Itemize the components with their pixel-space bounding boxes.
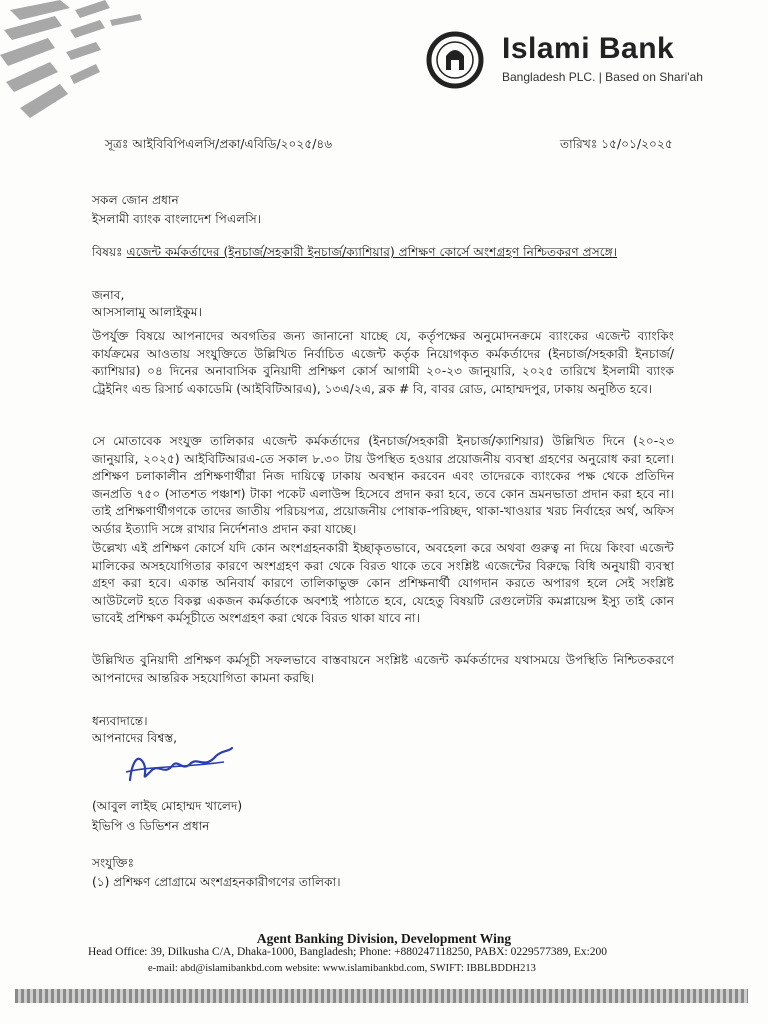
footer-decorative-bar: [15, 989, 748, 1003]
letter-date: তারিখঃ ১৫/০১/২০২৫: [560, 137, 673, 151]
body-paragraph-3: [92, 540, 674, 628]
body-paragraph-4: [92, 652, 674, 687]
reference-number: সূত্রঃ আইবিবিপিএলসি/প্রকা/এবিডি/২০২৫/৪৬: [105, 137, 333, 151]
recipient-line-2: ইসলামী ব্যাংক বাংলাদেশ পিএলসি।: [92, 212, 262, 226]
closing-line-2: আপনাদের বিশ্বস্ত,: [92, 731, 178, 745]
corner-decoration-graphic: [0, 0, 150, 120]
body-paragraph-1: [92, 328, 674, 398]
bank-name: Islami Bank: [502, 32, 675, 65]
subject-line: [92, 244, 617, 262]
closing-line-1: ধন্যবাদান্তে।: [92, 714, 148, 728]
paragraph-text: উল্লেখ্য এই প্রশিক্ষণ কোর্সে যদি কোন অংশগ্রহনকারী ইচ্ছাকৃতভাবে, অবহেলা করে অথবা গুরুত্ব না দিয়ে কিংবা এজেন্ট মালিকের অসহযোগিতার কারণে অংশগ্রহণ করা থেকে বিরত থাকে তবে সংশ্লিষ্ট এজেন্টের বিরুদ্ধে বিধি অনুযায়ী ব্যবস্থা গ্রহণ করা হবে। একান্ত অনিবার্য কারণে তালিকাভুক্ত কোন প্রশিক্ষনার্থী যোগদান করতে অপারগ হলে সেই সংশ্লিষ্ট আউটলেট হতে বিকল্প একজন কর্মকর্তাকে অবশ্যই পাঠাতে হবে, যেহেতু বিষয়টি রেগুলেটরি কমপ্লায়েন্স ইস্যু তাই কোন ভাবেই প্রশিক্ষণ কর্মসূচীতে অংশগ্রহণ করা থেকে বিরত থাকা যাবে না।: [92, 541, 674, 625]
paragraph-text: উপর্যুক্ত বিষয়ে আপনাদের অবগতির জন্য জানানো যাচ্ছে যে, কর্তৃপক্ষের অনুমোদনক্রমে ব্যাংকের এজেন্ট ব্যাংকিং কার্যক্রমের আওতায় সংযুক্তিতে উল্লিখিত নির্বাচিত এজেন্ট কর্তৃক নিয়োগকৃত কর্মকর্তাদের (ইনচার্জ/সহকারী ইনচার্জ/ক্যাশিয়ার) ০৪ দিনের অনাবাসিক বুনিয়াদী প্রশিক্ষণ কোর্স আগামী ২০-২৩ জানুয়ারি, ২০২৫ তারিখে ইসলামী ব্যাংক ট্রেইনিং এন্ড রিসার্চ একাডেমি (আইবিটিআরএ), ১৩এ/২এ, ব্লক # বি, বাবর রোড, মোহাম্মদপুর, ঢাকায় অনুষ্ঠিত হবে।: [92, 329, 674, 396]
salutation-line-1: জনাব,: [92, 288, 125, 302]
bank-subtitle: Bangladesh PLC. | Based on Shari'ah: [502, 70, 703, 84]
enclosure-heading: সংযুক্তিঃ: [92, 856, 135, 870]
footer-contact: e-mail: abd@islamibankbd.com website: www.islamibankbd.com, SWIFT: IBBLBDDH213: [148, 963, 536, 974]
recipient-line-1: সকল জোন প্রধান: [92, 193, 179, 207]
bank-logo: [420, 30, 740, 90]
subject-text: এজেন্ট কর্মকর্তাদের (ইনচার্জ/সহকারী ইনচার্জ/ক্যাশিয়ার) প্রশিক্ষণ কোর্সে অংশগ্রহণ নিশ্চিতকরণ প্রসঙ্গে।: [126, 245, 618, 259]
enclosure-item: (১) প্রশিক্ষণ প্রোগ্রামে অংশগ্রহনকারীগণের তালিকা।: [92, 875, 341, 889]
subject-prefix: বিষয়ঃ: [92, 245, 127, 259]
paragraph-text: সে মোতাবেক সংযুক্ত তালিকার এজেন্ট কর্মকর্তাদের (ইনচার্জ/সহকারী ইনচার্জ/ক্যাশিয়ার) উল্লিখিত দিনে (২০-২৩ জানুয়ারি, ২০২৫) আইবিটিআরএ-তে সকাল ৮.৩০ টায় উপস্থিত হওয়ার প্রয়োজনীয় ব্যবস্থা গ্রহণের অনুরোধ করা হলো। প্রশিক্ষণ চলাকালীন প্রশিক্ষণার্থীরা নিজ দায়িত্বে ঢাকায় অবস্থান করবেন এবং তাদেরকে ব্যাংকের পক্ষ থেকে প্রতিদিন জনপ্রতি ৭৫০ (সাতশত পঞ্চাশ) টাকা পকেট এলাউন্স হিসেবে প্রদান করা হবে, তবে কোন ভ্রমনভাতা প্রদান করা হবে না। তাই প্রশিক্ষণার্থীগণকে তাদের জাতীয় পরিচয়পত্র, প্রয়োজনীয় পোষাক-পরিচ্ছদ, থাকা-খাওয়ার খরচ নির্বাহের অর্থ, অফিস অর্ডার ইত্যাদি সঙ্গে রাখার নির্দেশনাও প্রদান করা যাচ্ছে।: [92, 434, 674, 536]
signer-title: ইভিপি ও ডিভিশন প্রধান: [92, 819, 210, 833]
handwritten-signature: [120, 742, 240, 790]
bank-emblem-icon: [420, 30, 490, 90]
body-paragraph-2: [92, 433, 674, 538]
footer-address: Head Office: 39, Dilkusha C/A, Dhaka-1000, Bangladesh; Phone: +880247118250, PABX: 0229577389, Ex:200: [88, 946, 608, 958]
paragraph-text: উল্লিখিত বুনিয়াদী প্রশিক্ষণ কর্মসূচী সফলভাবে বাস্তবায়নে সংশ্লিষ্ট এজেন্ট কর্মকর্তাদের যথাসময়ে উপস্থিতি নিশ্চিতকরণে আপনাদের আন্তরিক সহযোগিতা কামনা করছি।: [92, 653, 674, 685]
footer-division-title: Agent Banking Division, Development Wing: [256, 931, 512, 946]
signer-name: (আবুল লাইছ মোহাম্মদ খালেদ): [92, 799, 243, 813]
salutation-line-2: আসসালামু আলাইকুম।: [92, 305, 202, 319]
